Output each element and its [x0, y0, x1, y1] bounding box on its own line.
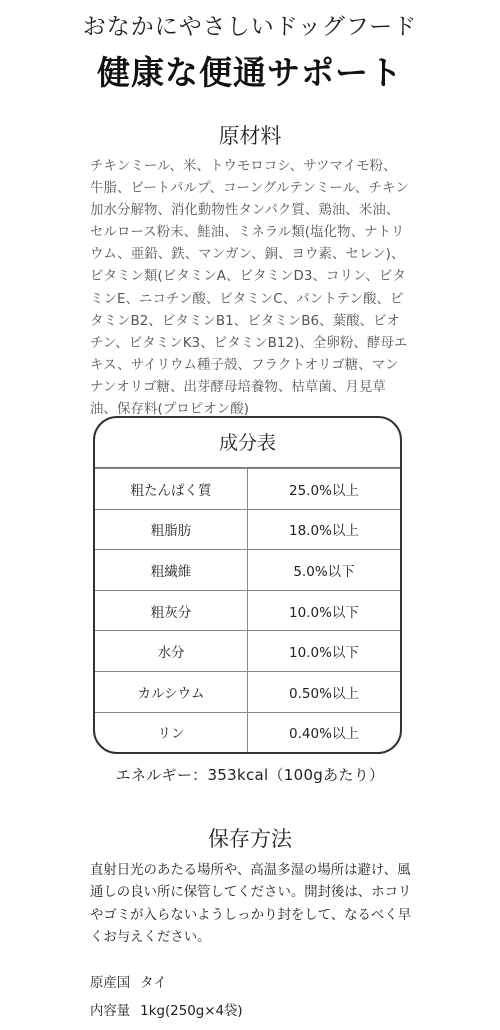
- storage-heading: 保存方法: [208, 827, 292, 851]
- volume-info: [90, 1000, 243, 1019]
- nutrient-value: 0.40%以上: [289, 726, 359, 743]
- storage-text: 直射日光のあたる場所や、高温多湿の場所は避け、風通しの良い所に保管してください。開封後は、ホコリやゴミが入らないようしっかり封をして、なるべく早くお与えください。: [90, 863, 412, 945]
- nutrient-name: カルシウム: [95, 672, 248, 712]
- nutrient-value: 25.0%以上: [289, 482, 359, 499]
- table-row: [95, 468, 400, 509]
- nutrient-name: 粗脂肪: [95, 510, 248, 550]
- table-row: [95, 712, 400, 753]
- volume-value: 1kg(250g×4袋): [140, 1004, 243, 1019]
- nutrient-value: 5.0%以下: [293, 563, 355, 580]
- origin-value: タイ: [140, 976, 167, 991]
- table-row: [95, 549, 400, 590]
- nutrient-value: 0.50%以上: [289, 685, 359, 702]
- nutrient-value: 18.0%以上: [289, 523, 359, 540]
- nutrient-value: 10.0%以下: [289, 645, 359, 662]
- nutrient-name: 粗繊維: [95, 550, 248, 590]
- nutrient-name: 粗灰分: [95, 591, 248, 631]
- volume-label: 内容量: [90, 1004, 131, 1019]
- nutrient-name: 粗たんぱく質: [95, 469, 248, 509]
- analysis-table: [93, 416, 402, 754]
- analysis-table-title: 成分表: [95, 418, 400, 468]
- table-row: [95, 590, 400, 631]
- nutrient-value: 10.0%以下: [289, 604, 359, 621]
- product-title: 健康な便通サポート: [97, 53, 403, 92]
- table-row: [95, 509, 400, 550]
- ingredients-text: チキンミール、米、トウモロコシ、サツマイモ粉、牛脂、ビートパルプ、コーングルテンミール、チキン加水分解物、消化動物性タンパク質、鶏油、米油、セルロース粉末、鮭油、ミネラル類(塩化物、ナトリウム、亜鉛、鉄、マンガン、銅、ヨウ素、セレン)、ビタミン類(ビタミンA、ビタミンD3、コリン、ビタミンE、ニコチン酸、ビタミンC、パントテン酸、ビタミンB2、ビタミンB1、ビタミンB6、葉酸、ビオチン、ビタミンK3、ビタミンB12)、全卵粉、酵母エキス、サイリウム種子殻、フラクトオリゴ糖、マンナンオリゴ糖、出芽酵母培養物、枯草菌、月見草油、保存料(プロピオン酸): [90, 159, 409, 418]
- nutrient-name: 水分: [95, 631, 248, 671]
- origin-label: 原産国: [90, 976, 131, 991]
- nutrient-name: リン: [95, 713, 248, 753]
- origin-info: [90, 972, 167, 991]
- table-row: [95, 630, 400, 671]
- table-row: [95, 671, 400, 712]
- product-subtitle: おなかにやさしいドッグフード: [82, 14, 418, 40]
- ingredients-heading: 原材料: [218, 124, 282, 148]
- energy-info: エネルギー：353kcal（100gあたり）: [115, 766, 385, 784]
